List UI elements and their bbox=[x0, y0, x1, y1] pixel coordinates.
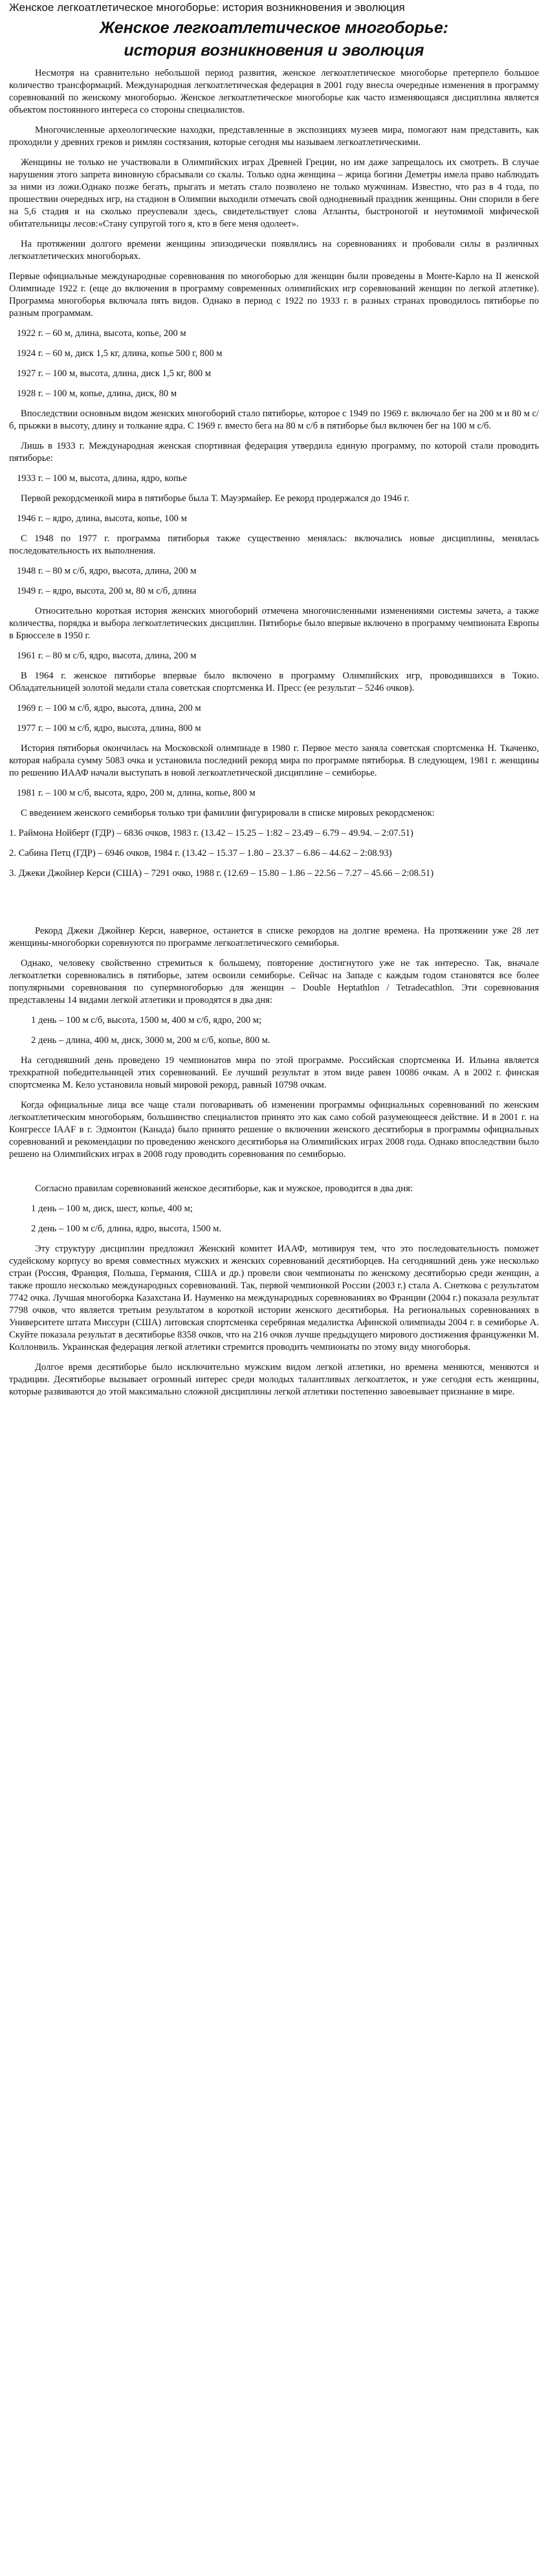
paragraph-intro: Несмотря на сравнительно небольшой период развития, женское легкоатлетическое многоборье претерпело большое количество трансформаций. Международная легкоатлетическая федерация в 2001 году внесла очередные изменения в программу соревнований по женскому многоборью. Женское легкоатлетическое многоборье как часто изменяющаяся дисциплина является объектом постоянного интереса со стороны специалистов. bbox=[9, 68, 539, 115]
paragraph-episodic: На протяжении долгого времени женщины эпизодически появлялись на соревнованиях и пробовали силы в различных легкоатлетических многоборьях. bbox=[9, 239, 539, 262]
list-item: 1924 г. – 60 м, диск 1,5 кг, длина, копье 500 г, 800 м bbox=[17, 348, 223, 359]
record-item: 2. Сабина Петц (ГДР) – 6946 очков, 1984 г. (13.42 – 15.37 – 1.80 – 23.37 – 6.86 – 44.62 – 2:08.93) bbox=[9, 848, 392, 858]
article-title bbox=[9, 17, 539, 62]
paragraph-1933: Лишь в 1933 г. Международная женская спортивная федерация утвердила единую программу, по которой стали проводить пятиборье: bbox=[9, 441, 539, 464]
article-title-line-2: история возникновения и эволюция bbox=[124, 41, 424, 60]
paragraph-world-championships: На сегодняшний день проведено 19 чемпионатов мира по этой программе. Российская спортсменка И. Ильина является трехкратной победительницей этих соревнований. Ее лучший результат в этом виде равен 10086 очкам. А в 2002 г. финская спортсменка М. Кело установила новый мировой рекорд, равный 10798 очкам. bbox=[9, 1055, 539, 1090]
list-item: 1927 г. – 100 м, высота, длина, диск 1,5 кг, 800 м bbox=[17, 368, 212, 379]
paragraph-moscow-1980: История пятиборья окончилась на Московской олимпиаде в 1980 г. Первое место заняла советская спортсменка Н. Ткаченко, которая набрала сумму 5083 очка и установила последний рекорд мира по программе пятиборья. В следующем, 1981 г. женщины по решению ИААФ начали выступать в новой легкоатлетической дисциплине – семиборье. bbox=[9, 743, 539, 778]
record-item: 1. Раймона Нойберт (ГДР) – 6836 очков, 1983 г. (13.42 – 15.25 – 1:82 – 23.49 – 6.79 – 49.94. – 2:07.51) bbox=[9, 828, 413, 838]
list-item: 1922 г. – 60 м, длина, высота, копье, 200 м bbox=[17, 328, 186, 339]
paragraph-decathlon-rules: Согласно правилам соревнований женское десятиборье, как и мужское, проводится в два дня: bbox=[35, 1183, 413, 1194]
record-item: 3. Джеки Джойнер Керси (США) – 7291 очко, 1988 г. (12.69 – 15.80 – 1.86 – 22.56 – 7.27 – 45.66 – 2:08.51) bbox=[9, 868, 434, 879]
list-item: 1946 г. – ядро, длина, высота, копье, 100 м bbox=[17, 513, 187, 524]
paragraph-first-record: Первой рекордсменкой мира в пятиборье была Т. Мауэрмайер. Ее рекорд продержался до 1946 г. bbox=[21, 493, 410, 504]
list-item: 1981 г. – 100 м с/б, высота, ядро, 200 м, длина, копье, 800 м bbox=[17, 788, 256, 798]
paragraph-iaaf-decision: Когда официальные лица все чаще стали поговаривать об изменении программы официальных соревнований по женским легкоатлетическим многоборьям, большинство специалистов принято это как само собой разумеющееся действие. И в 2001 г. на Конгрессе IAAF в г. Эдмонтон (Канада) было принято решение о включении женского десятиборья в программы официальных соревнований и рекомендации по проведению женского десятиборья на Олимпийских играх 2008 года. Однако впоследствии было решено на Олимпийских играх в 2008 году проводить соревнования по семиборью. bbox=[9, 1100, 539, 1159]
paragraph-heptathlon-records: С введением женского семиборья только три фамилии фигурировали в списке мировых рекордсменок: bbox=[21, 808, 435, 818]
paragraph-short-history: Относительно короткая история женских многоборий отмечена многочисленными изменениями системы зачета, а также количества, порядка и выбора легкоатлетических дисциплин. Пятиборье было впервые включено в программу чемпионата Европы в Брюсселе в 1950 г. bbox=[9, 606, 539, 641]
paragraph-first-competitions: Первые официальные международные соревнования по многоборью для женщин были проведены в Монте-Карло на II женской Олимпиаде 1922 г. (еще до включения в программу современных олимпийских игр соревнований женщин по легкой атлетике). Программа многоборья включала пять видов. Однако в период с 1922 по 1933 г. в разных странах проводилось пятиборье по разным программам. bbox=[9, 271, 539, 319]
list-item: 1 день – 100 м с/б, высота, 1500 м, 400 м с/б, ядро, 200 м; bbox=[31, 1015, 262, 1025]
spacer bbox=[9, 1169, 539, 1183]
list-item: 1928 г. – 100 м, копье, длина, диск, 80 м bbox=[17, 388, 177, 399]
list-item: 1933 г. – 100 м, высота, длина, ядро, копье bbox=[17, 473, 187, 484]
spacer bbox=[9, 888, 539, 925]
paragraph-ancient-greece: Женщины не только не участвовали в Олимпийских играх Древней Греции, но им даже запрещалось их смотреть. В случае нарушения этого запрета виновную сбрасывали со скалы. Только одна женщина – жрица богини Деметры имела право наблюдать за ними из ложи.Однако позже бегать, прыгать и метать стало позволено не только мужчинам. Известно, что раз в 4 года, по прошествии очередных игр, на стадион в Олимпии выходили отмечать свой однодневный праздник женщины. Они спорили в беге на 5,6 стадия и на сколько преуспевали здесь, свидетельствует слова Атланты, быстроногой и неутомимой мифической обитательницы лесов:«Стану супругой того я, кто в беге меня одолеет». bbox=[9, 157, 539, 229]
article bbox=[0, 1, 548, 1398]
paragraph-pentathlon-basis: Впоследствии основным видом женских многоборий стало пятиборье, которое с 1949 по 1969 г. включало бег на 200 м и 80 м с/б, прыжки в высоту, длину и толкание ядра. С 1969 г. вместо бега на 80 м с/б в пятиборье был включен бег на 100 м с/б. bbox=[9, 409, 539, 431]
list-item: 1948 г. – 80 м с/б, ядро, высота, длина, 200 м bbox=[17, 566, 197, 576]
paragraph-double-heptathlon: Однако, человеку свойственно стремиться к большему, повторение достигнутого уже не так интересно. Так, вначале легкоатлетки соревновались в пятиборье, затем освоили семиборье. Сейчас на Западе с каждым годом становятся все более популярными соревнования по супермногоборью для женщин – Double Heptathlon / Tetradecathlon. Эти соревнования представлены 14 видами легкой атлетики и проводятся в два дня: bbox=[9, 958, 539, 1005]
paragraph-1948-1977: С 1948 по 1977 г. программа пятиборья также существенно менялась: включались новые дисциплины, менялась последовательность их выполнения. bbox=[9, 533, 539, 556]
paragraph-archaeology: Многочисленные археологические находки, представленные в экспозициях музеев мира, помогают нам представить, как проходили у древних греков и римлян состязания, которые сегодня мы называем легкоатлетическими. bbox=[9, 125, 539, 148]
paragraph-tokyo-1964: В 1964 г. женское пятиборье впервые было включено в программу Олимпийских игр, проводившихся в Токио. Обладательницей золотой медали стала советская спортсменка И. Пресс (ее результат – 5246 очков). bbox=[9, 671, 539, 693]
document-header-title: Женское легкоатлетическое многоборье: история возникновения и эволюция bbox=[9, 1, 405, 14]
list-item: 1949 г. – ядро, высота, 200 м, 80 м с/б, длина bbox=[17, 586, 197, 596]
article-title-line-1: Женское легкоатлетическое многоборье: bbox=[99, 19, 449, 37]
list-item: 1961 г. – 80 м с/б, ядро, высота, длина, 200 м bbox=[17, 651, 197, 661]
list-item: 1 день – 100 м, диск, шест, копье, 400 м; bbox=[31, 1204, 193, 1214]
paragraph-joyner-kersee: Рекорд Джеки Джойнер Керси, наверное, останется в списке рекордов на долгие времена. На протяжении уже 28 лет женщины-многоборки соревнуются по программе легкоатлетического семиборья. bbox=[9, 926, 539, 948]
list-item: 2 день – 100 м с/б, длина, ядро, высота, 1500 м. bbox=[31, 1224, 222, 1234]
paragraph-conclusion: Долгое время десятиборье было исключительно мужским видом легкой атлетики, но времена меняются, меняются и традиции. Десятиборье вызывает огромный интерес среди молодых талантливых легкоатлеток, и уже сегодня есть женщины, которые развиваются до этой максимально сложной дисциплины легкой атлетики постепенно завоевывает признание в мире. bbox=[9, 1362, 539, 1397]
list-item: 1977 г. – 100 м с/б, ядро, высота, длина, 800 м bbox=[17, 723, 201, 734]
list-item: 1969 г. – 100 м с/б, ядро, высота, длина, 200 м bbox=[17, 703, 201, 713]
paragraph-decathlon-structure: Эту структуру дисциплин предложил Женский комитет ИААФ, мотивируя тем, что это последовательность поможет судейскому корпусу во время совместных мужских и женских соревнований десятиборцев. На сегодняшний день уже несколько стран (Россия, Франция, Польша, Германия, США и др.) провели свои чемпионаты по женскому десятиборью среди женщин, а также прошло несколько международных соревнований. Так, первой чемпионкой России (2003 г.) стала А. Снеткова с результатом 7742 очка. Лучшая многоборка Казахстана И. Науменко на международных соревнованиях во Франции (2004 г.) показала результат 7798 очков, что является третьим результатом в короткой истории женского десятиборья. На региональных соревнованиях в Университете штата Миссури (США) литовская спортсменка серебряная медалистка Афинской олимпиады 2004 г. в семиборье А. Скуйте показала результат в десятиборье 8358 очков, что на 216 очков лучше предыдущего мирового достижения француженки М. Коллонвиль. Украинская федерация легкой атлетики стремится проводить чемпионаты по этому виду многоборья. bbox=[9, 1244, 539, 1352]
list-item: 2 день – длина, 400 м, диск, 3000 м, 200 м с/б, копье, 800 м. bbox=[31, 1035, 270, 1046]
